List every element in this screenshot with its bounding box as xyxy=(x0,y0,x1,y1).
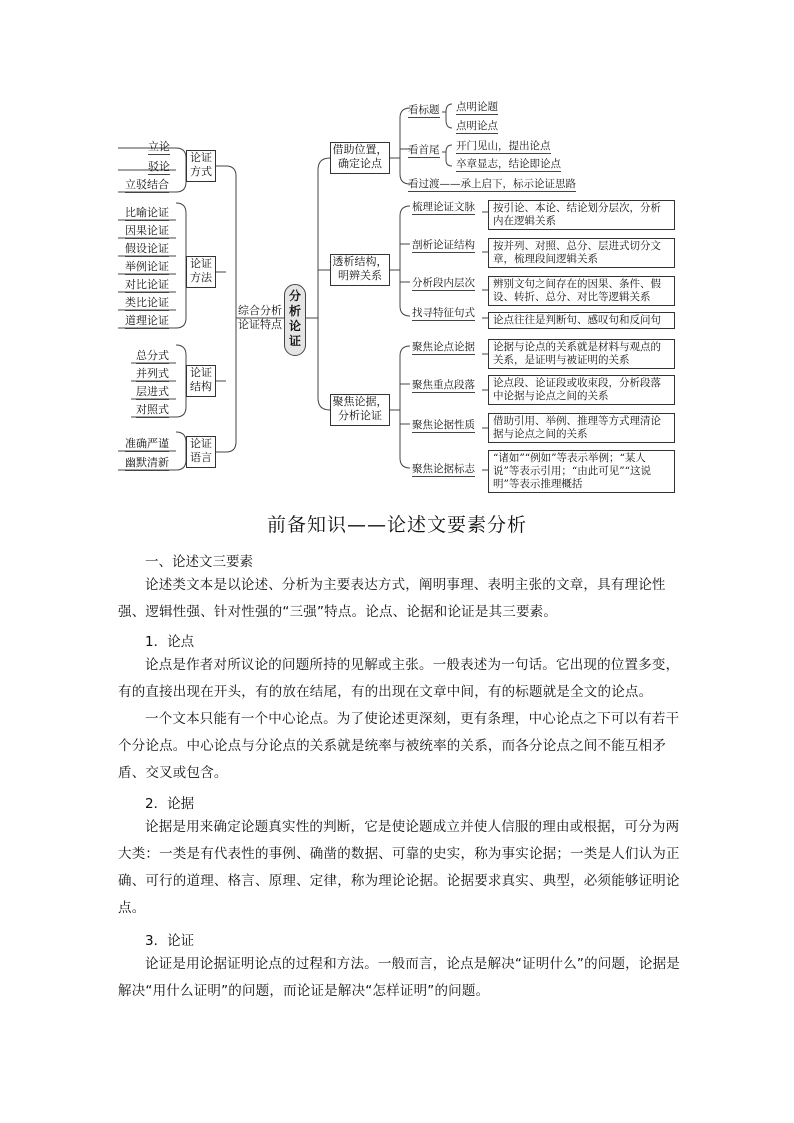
branch-b1 xyxy=(330,142,390,174)
group-fangfa xyxy=(186,256,216,288)
b2-item-3-key: 分析段内层次 xyxy=(412,277,475,289)
leaf-struct-2: 并列式 xyxy=(136,367,169,380)
b2-item-4-desc: 论点往往是判断句、感叹句和反问句 xyxy=(488,312,675,329)
heading-lundian: 1．论点 xyxy=(145,634,195,650)
group-yuyan-line2: 语言 xyxy=(190,451,212,464)
heading-lunju: 2．论据 xyxy=(145,796,195,812)
center-char: 析 xyxy=(288,304,301,318)
b3-item-3-desc: 借助引用、举例、推理等方式理清论据与论点之间的关系 xyxy=(488,413,675,443)
b3-item-2-desc: 论点段、论证段或收束段，分析段落中论据与论点之间的关系 xyxy=(488,375,675,405)
branch-b1-line1: 借助位置， xyxy=(332,143,388,156)
leaf-struct-1: 总分式 xyxy=(136,349,169,362)
paragraph-intro: 论述类文本是以论述、分析为主要表达方式，阐明事理、表明主张的文章，具有理论性强、逻辑性强、针对性强的“三强”特点。论点、论据和论证是其三要素。 xyxy=(118,577,666,620)
mind-map xyxy=(0,0,794,505)
b2-item-2-key: 剖析论证结构 xyxy=(412,239,475,251)
group-fangfa-line2: 方法 xyxy=(190,271,212,284)
b1-kanshouwei-2: 卒章显志，结论即论点 xyxy=(456,158,561,170)
leaf-lang-2: 幽默清新 xyxy=(125,456,169,469)
branch-b3-line2: 分析论证 xyxy=(338,409,382,422)
leaf-method-6: 类比论证 xyxy=(125,296,169,309)
group-yuyan xyxy=(186,436,216,468)
b1-kanbiaoti: 看标题 xyxy=(408,104,440,116)
leaf-bolun: 驳论 xyxy=(148,160,170,173)
feature-label-line1: 综合分析 xyxy=(238,304,282,317)
branch-b2-line2: 明辨关系 xyxy=(338,269,382,282)
b2-item-1-desc: 按引论、本论、结论划分层次，分析内在逻辑关系 xyxy=(488,200,675,230)
heading-lunzheng: 3．论证 xyxy=(145,933,195,949)
center-char: 分 xyxy=(288,289,301,303)
group-fangfa-line1: 论证 xyxy=(190,257,212,270)
feature-label xyxy=(236,304,284,332)
b3-item-4-key: 聚焦论据标志 xyxy=(412,463,475,475)
section-title: 前备知识——论述文要素分析 xyxy=(266,514,527,536)
b3-item-3-key: 聚焦论据性质 xyxy=(412,419,475,431)
paragraph-lundian-1: 论点是作者对所议论的问题所持的见解或主张。一般表述为一句话。它出现的位置多变，有的直接出现在开头，有的放在结尾，有的出现在文章中间，有的标题就是全文的论点。 xyxy=(118,657,680,700)
b1-kanbiaoti-2: 点明论点 xyxy=(456,120,498,132)
leaf-method-5: 对比论证 xyxy=(125,278,169,291)
paragraph-lunju: 论据是用来确定论题真实性的判断，它是使论题成立并使人信服的理由或根据，可分为两大类：一类是有代表性的事例、确凿的数据、可靠的史实，称为事实论据；一类是人们认为正确、可行的道理、格言、原理、定律，称为理论论据。论据要求真实、典型，必须能够证明论点。 xyxy=(118,819,680,916)
leaf-libo: 立驳结合 xyxy=(125,178,169,191)
center-char: 论 xyxy=(288,319,301,333)
b2-item-1-key: 梳理论证文脉 xyxy=(412,201,475,213)
leaf-method-1: 比喻论证 xyxy=(125,206,169,219)
heading-three-elements: 一、论述文三要素 xyxy=(145,554,253,570)
b3-item-2-key: 聚焦重点段落 xyxy=(412,379,475,391)
b3-item-1-desc: 论据与论点的关系就是材料与观点的关系，是证明与被证明的关系 xyxy=(488,339,675,369)
center-label xyxy=(285,289,305,349)
center-node xyxy=(284,284,306,356)
b2-item-4-key: 找寻特征句式 xyxy=(412,307,475,319)
group-fangshi-line2: 方式 xyxy=(190,165,212,178)
b3-item-4-desc: “诸如”“例如”等表示举例；“某人说”等表示引用；“由此可见”“这说明”等表示推理概括 xyxy=(488,450,675,493)
group-jiegou xyxy=(186,365,216,397)
b3-item-1-key: 聚焦论点论据 xyxy=(412,341,475,353)
leaf-lang-1: 准确严谨 xyxy=(125,437,169,450)
b1-kanshouwei: 看首尾 xyxy=(408,144,440,156)
group-jiegou-line2: 结构 xyxy=(190,380,212,393)
branch-b2-line1: 透析结构， xyxy=(332,255,388,268)
branch-b3-line1: 聚焦论据， xyxy=(332,395,388,408)
group-yuyan-line1: 论证 xyxy=(190,437,212,450)
branch-b3 xyxy=(330,394,390,426)
paragraph-lundian-2: 一个文本只能有一个中心论点。为了使论述更深刻，更有条理，中心论点之下可以有若干个分论点。中心论点与分论点的关系就是统率与被统率的关系，而各分论点之间不能互相矛盾、交叉或包含。 xyxy=(118,711,680,781)
leaf-method-3: 假设论证 xyxy=(125,242,169,255)
feature-label-line2: 论证特点 xyxy=(238,318,282,331)
leaf-method-7: 道理论证 xyxy=(125,314,169,327)
leaf-struct-4: 对照式 xyxy=(136,403,169,416)
group-fangshi-line1: 论证 xyxy=(190,151,212,164)
branch-b1-line2: 确定论点 xyxy=(338,157,382,170)
leaf-struct-3: 层进式 xyxy=(136,385,169,398)
branch-b2 xyxy=(330,254,390,286)
paragraph-lunzheng: 论证是用论据证明论点的过程和方法。一般而言，论点是解决“证明什么”的问题，论据是解决“用什么证明”的问题，而论证是解决“怎样证明”的问题。 xyxy=(118,956,680,999)
b1-kanshouwei-1: 开门见山，提出论点 xyxy=(456,140,551,152)
center-char: 证 xyxy=(288,334,301,348)
leaf-lilun: 立论 xyxy=(148,140,170,153)
group-fangshi xyxy=(186,150,216,182)
leaf-method-2: 因果论证 xyxy=(125,224,169,237)
group-jiegou-line1: 论证 xyxy=(190,366,212,379)
b2-item-2-desc: 按并列、对照、总分、层进式切分文章，梳理段间逻辑关系 xyxy=(488,238,675,268)
b1-kanguodu: 看过渡——承上启下，标示论证思路 xyxy=(408,178,576,190)
leaf-method-4: 举例论证 xyxy=(125,260,169,273)
b2-item-3-desc: 辨别文句之间存在的因果、条件、假设、转折、总分、对比等逻辑关系 xyxy=(488,276,675,306)
b1-kanbiaoti-1: 点明论题 xyxy=(456,101,498,113)
